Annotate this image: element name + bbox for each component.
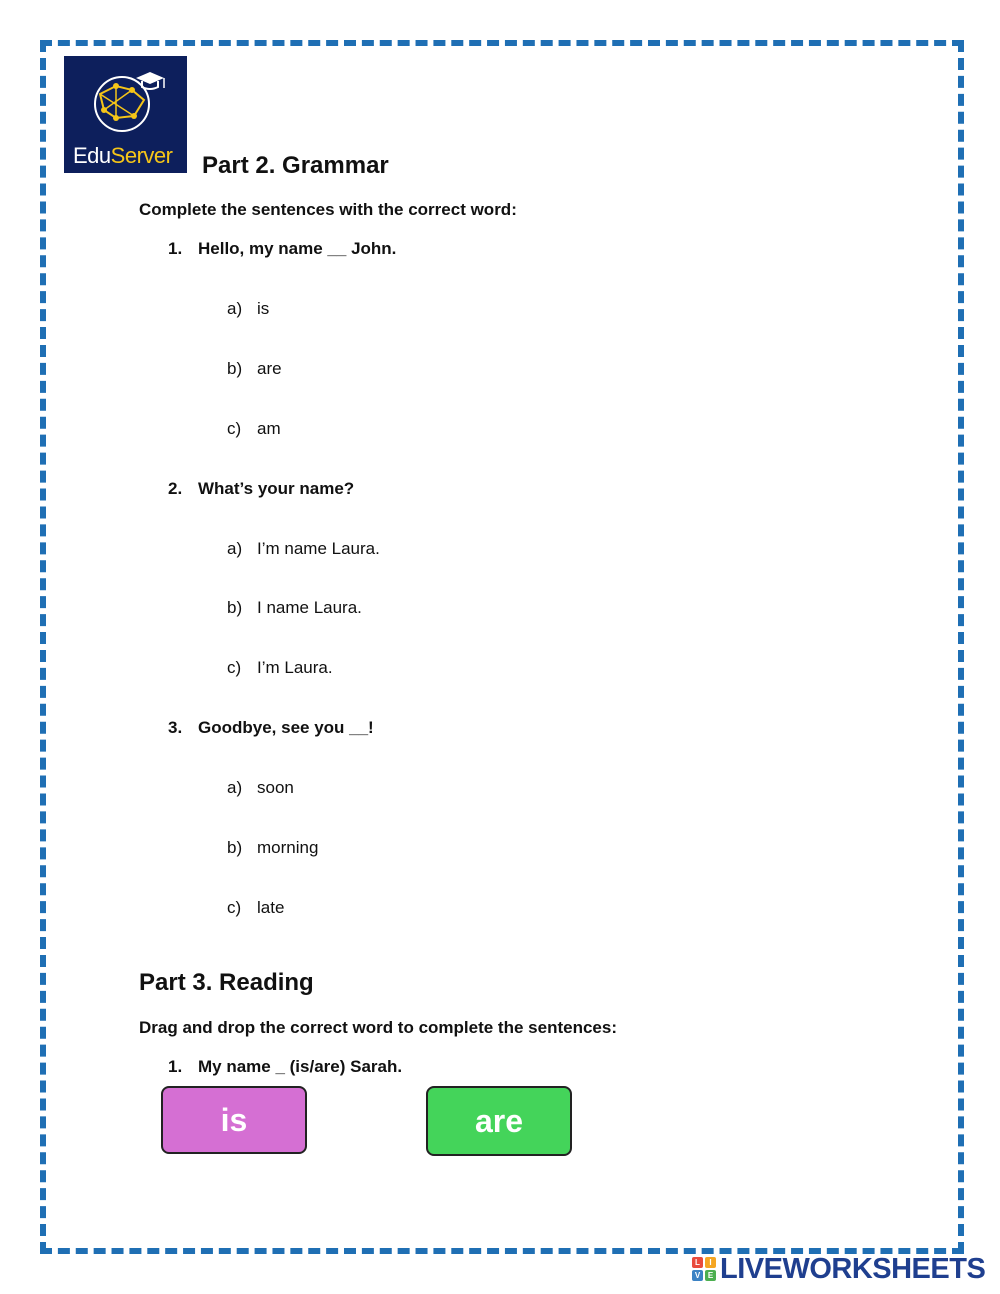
option-letter: b) xyxy=(227,359,243,378)
option-letter: b) xyxy=(227,838,243,857)
question-number: 1. xyxy=(168,1057,183,1076)
liveworksheets-logo xyxy=(692,1254,985,1284)
option-letter: b) xyxy=(227,598,243,617)
reading-question-1 xyxy=(168,1057,402,1077)
option-text: am xyxy=(257,419,281,438)
option-letter: a) xyxy=(227,299,243,318)
question-3 xyxy=(168,718,374,738)
liveworksheets-wordmark: LIVEWORKSHEETS xyxy=(720,1252,986,1285)
option-2a[interactable] xyxy=(227,539,380,559)
option-1b[interactable] xyxy=(227,359,282,379)
option-2c[interactable] xyxy=(227,658,333,678)
liveworksheets-blocks-icon xyxy=(692,1257,716,1281)
question-number: 3. xyxy=(168,718,183,737)
option-text: I’m name Laura. xyxy=(257,539,380,558)
question-text: Hello, my name __ John. xyxy=(198,239,397,258)
part2-instruction: Complete the sentences with the correct word: xyxy=(139,200,517,219)
option-letter: c) xyxy=(227,658,242,677)
option-text: morning xyxy=(257,838,319,857)
option-text: late xyxy=(257,898,285,917)
option-letter: c) xyxy=(227,898,242,917)
option-letter: c) xyxy=(227,419,242,438)
option-3c[interactable] xyxy=(227,898,284,918)
question-text: My name _ (is/are) Sarah. xyxy=(198,1057,403,1076)
block-l: L xyxy=(692,1257,703,1268)
part2-title: Part 2. Grammar xyxy=(202,152,389,179)
drag-chip-is[interactable]: is xyxy=(161,1086,307,1154)
question-number: 1. xyxy=(168,239,183,258)
question-2 xyxy=(168,479,354,499)
option-text: is xyxy=(257,299,270,318)
option-2b[interactable] xyxy=(227,598,362,618)
question-number: 2. xyxy=(168,479,183,498)
option-1a[interactable] xyxy=(227,299,269,319)
drag-chip-are[interactable]: are xyxy=(426,1086,572,1156)
eduserver-logo xyxy=(64,56,187,173)
option-1c[interactable] xyxy=(227,419,281,439)
part3-instruction: Drag and drop the correct word to complete the sentences: xyxy=(139,1018,617,1037)
option-text: are xyxy=(257,359,282,378)
question-text: What’s your name? xyxy=(198,479,355,498)
part3-title: Part 3. Reading xyxy=(139,969,314,996)
block-v: V xyxy=(692,1270,703,1281)
block-i: I xyxy=(705,1257,716,1268)
block-e: E xyxy=(705,1270,716,1281)
logo-wordmark: EduServer xyxy=(73,143,173,168)
option-text: I’m Laura. xyxy=(257,658,333,677)
option-text: I name Laura. xyxy=(257,598,362,617)
question-1 xyxy=(168,239,396,259)
option-letter: a) xyxy=(227,778,243,797)
option-3b[interactable] xyxy=(227,838,318,858)
option-letter: a) xyxy=(227,539,243,558)
option-text: soon xyxy=(257,778,294,797)
question-text: Goodbye, see you __! xyxy=(198,718,374,737)
option-3a[interactable] xyxy=(227,778,294,798)
